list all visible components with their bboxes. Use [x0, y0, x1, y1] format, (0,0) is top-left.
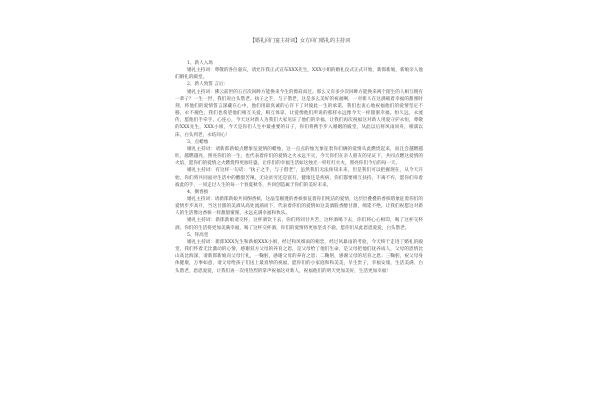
paragraph: 婚礼主持词：新郎新娘请交杯，这杯酒饮下去，你们将同甘共苦，这杯酒喝下去，你们将心心相印，喝了这杯交杯酒，你们的生活将更加美满幸福，喝了这杯交杯酒，你们的爱情将更加坚贞不渝，愿你们从此恩恩爱爱，白头偕老。	[175, 218, 423, 231]
paragraph: 婚礼主持词：佛云前世的五百次回眸方能换来今生的擦肩而过。那么又有多少次回眸方能换来两个陌生的人相互拥有一辈子？一生一世，我们说白头偕老。执子之手，与子偕老，这是多么美好的祝福啊，一对新人在这满载着幸福的甜蜜时刻，将他们的爱情誓言深藏在心中，他们用最真诚的心许下了对彼此一生的承诺，我们也衷心地祝福他们的爱情坚定不移，永不褪色，我们也希望他们相互关爱，相互体谅，让爱像他们所说的那样永远像今天一样甜蜜幸福，恒久远，永流传，愿他们手牵手、心连心，今天这对新人为我们大家见证了他们的幸福，让我们再次祝福这对新人用爱守护永恒，尊敬的XXX先生，XXX小姐，今天是你们人生中最重要的日子，你们将携手步入婚姻的殿堂，从此以后将风雨同舟，相濡以沫，白头到老，永结同心！	[175, 89, 423, 138]
paragraph: 婚礼主持词：有这样一句话：“执子之手，与子偕老”，虽然我们无法预知未来，但是我们可以把握现在，从今天开始，你们将共同面对生活中的酸甜苦辣，无论贫穷还是富有，健康还是疾病，你们都要相互扶持，不离不弃，愿你们牵着彼此的手，一同走过人生的每一个春夏秋冬，共同创造属于你们的美好未来。	[175, 168, 423, 188]
section-heading: 2、新人致誓 言后：	[187, 82, 229, 88]
paragraph: 婚礼主持词：请新郎新娘点燃象征爱情的蜡烛，这一点点的烛光象征着你们俩的爱情从此燃烧起来，而且会越燃越旺，越燃越亮，照亮你们的一生，也代表着你们的爱情之火永远不灭，今天你们在亲人朋友的见证下，共同点燃这爱情的火焰，愿你们的爱情之火燃烧得更加旺盛，让你们的幸福生活如这烛光一样红红火火，照亮你们今后的每一天。	[175, 146, 423, 167]
section-heading: 3、点蜡烛	[187, 139, 209, 145]
section-heading: 5、拜高堂	[187, 232, 209, 238]
section-heading: 1、新人入场	[187, 61, 213, 66]
document-body	[175, 60, 423, 275]
document-title: 【婚礼回门宴主持词】女方回门婚礼的主持词	[249, 38, 350, 44]
paragraph: 婚礼主持词：请新郎新娘共同倒香槟，这晶莹剔透的香槟象征着你们纯洁的爱情，这层层叠叠的香槟塔象征着你们的爱情步步高升，当这甘甜的美酒从高处流淌而下，代表着你们的爱情如这美酒般香醇甘甜，绵延不绝，让我们祝愿这对新人的生活像这香槟一样甜甜蜜蜜，永远充满幸福和快乐。	[175, 196, 423, 217]
paragraph: 婚礼主持词：尊敬的各位嘉宾，请允许我正式宣布XXX先生，XXX小姐的婚礼仪式正式开始，新郎新娘，新娘亲入他们婚礼的殿堂。	[175, 68, 423, 81]
section-heading: 4、倒香槟	[187, 189, 209, 195]
paragraph: 婚礼主持词：新郎XXX先生和新娘XXX小姐，经过和风细雨的相恋，经过风暴雨的考验，今天终于走进了婚礼的殿堂，我们怀着无比激动的心情，感谢双方父母的养育之恩，是父母给了他们生命，是父母把他们抚养成人，父母的恩情比山高比海深，请新郎新娘向父母行礼，一鞠躬，感谢父母的养育之恩；二鞠躬，感谢父母的培育之恩；三鞠躬，祝父母身体健康，万事如意，请父母给孩子们送上最真挚的祝福，愿你们的小家庭和和美美，早生贵子，幸福安康，生活美满，白头偕老，恩恩爱爱，让我们再一次用热烈的掌声祝福这对新人，祝福他们的明天更加美好，生活更加幸福！	[175, 239, 423, 274]
